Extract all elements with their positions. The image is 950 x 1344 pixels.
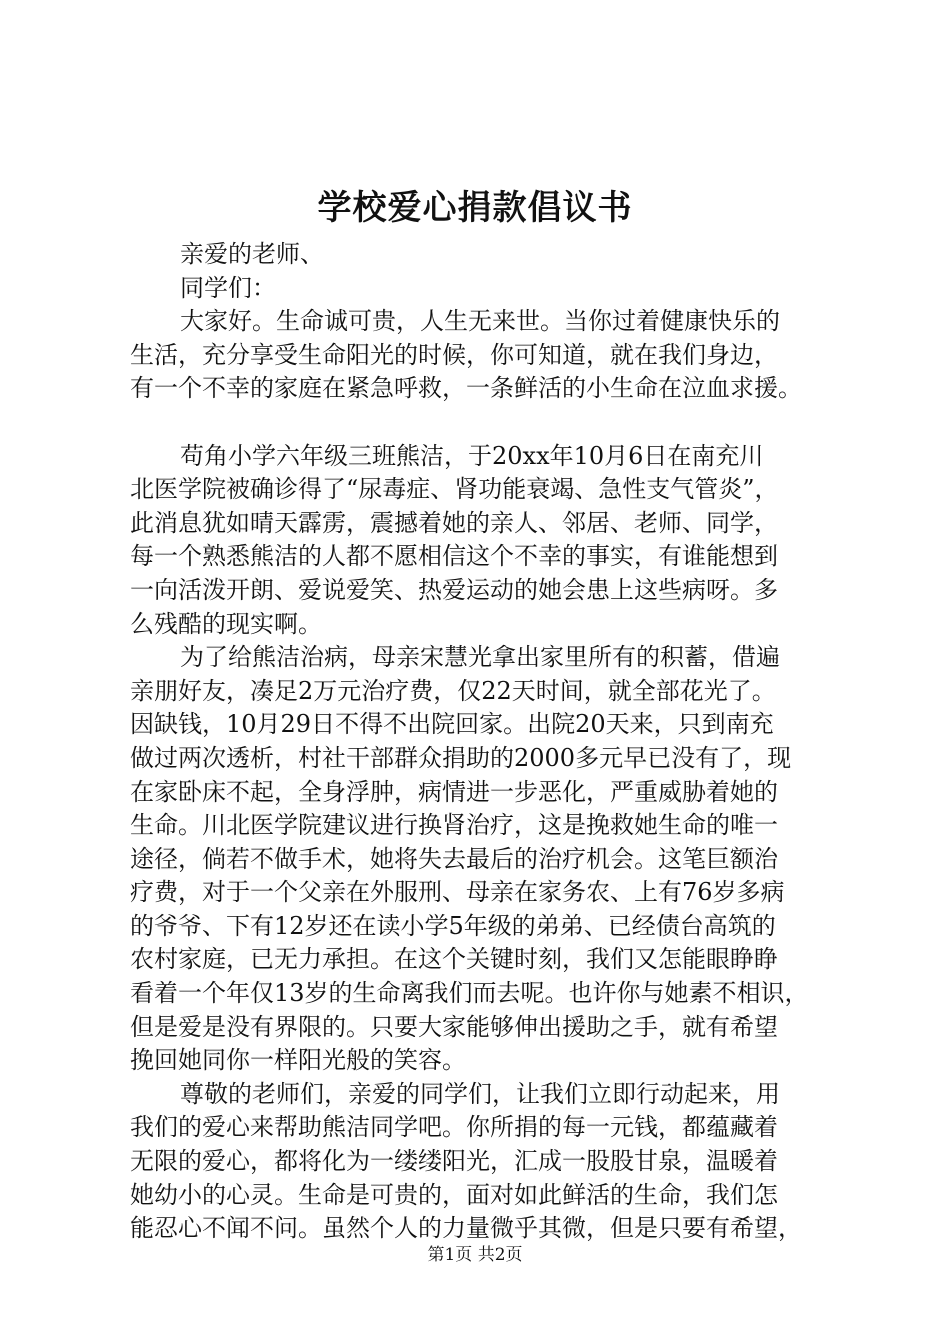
paragraph-line: 北医学院被确诊得了“尿毒症、肾功能衰竭、急性支气管炎”，	[130, 475, 779, 504]
paragraph-line: 为了给熊洁治病，母亲宋慧光拿出家里所有的积蓄，借遍	[180, 643, 780, 672]
paragraph-line: 苟角小学六年级三班熊洁，于20xx年10月6日在南充川	[180, 441, 764, 470]
paragraph-line: 此消息犹如晴天霹雳，震撼着她的亲人、邻居、老师、同学，	[130, 508, 778, 537]
paragraph	[130, 641, 830, 1078]
blank-line	[130, 406, 830, 440]
paragraph	[130, 440, 830, 642]
paragraph-line: 看着一个年仅13岁的生命离我们而去呢。也许你与她素不相识，	[130, 979, 809, 1008]
paragraph-line: 每一个熟悉熊洁的人都不愿相信这个不幸的事实，有谁能想到	[130, 542, 778, 571]
document-body	[130, 238, 830, 1246]
paragraph-line: 因缺钱，10月29日不得不出院回家。出院20天来，只到南充	[130, 710, 774, 739]
paragraph-line: 农村家庭，已无力承担。在这个关键时刻，我们又怎能眼睁睁	[130, 945, 778, 974]
salutation-line: 亲爱的老师、	[180, 240, 324, 268]
paragraph-line: 大家好。生命诚可贵，人生无来世。当你过着健康快乐的	[180, 307, 780, 336]
paragraph-line: 有一个不幸的家庭在紧急呼救，一条鲜活的小生命在泣血求援。	[130, 374, 802, 403]
paragraph-line: 能忍心不闻不问。虽然个人的力量微乎其微，但是只要有希望，	[130, 1214, 802, 1243]
paragraph-line: 亲朋好友，凑足2万元治疗费，仅22天时间，就全部花光了。	[130, 676, 776, 705]
paragraph-line: 生活，充分享受生命阳光的时候，你可知道，就在我们身边，	[130, 340, 778, 369]
paragraph-line: 无限的爱心，都将化为一缕缕阳光，汇成一股股甘泉，温暖着	[130, 1147, 778, 1176]
paragraph-line: 我们的爱心来帮助熊洁同学吧。你所捐的每一元钱，都蕴藏着	[130, 1113, 778, 1142]
paragraph	[130, 305, 830, 406]
paragraph	[130, 1078, 830, 1246]
paragraph-line: 挽回她同你一样阳光般的笑容。	[130, 1046, 466, 1075]
salutation-line: 同学们：	[180, 273, 276, 302]
paragraph-line: 途径，倘若不做手术，她将失去最后的治疗机会。这笔巨额治	[130, 844, 778, 873]
paragraph-line: 她幼小的心灵。生命是可贵的，面对如此鲜活的生命，我们怎	[130, 1180, 778, 1209]
paragraph-line: 在家卧床不起，全身浮肿，病情进一步恶化，严重威胁着她的	[130, 777, 778, 806]
paragraph-line: 一向活泼开朗、爱说爱笑、热爱运动的她会患上这些病呀。多	[130, 575, 778, 604]
document-title: 学校爱心捐款倡议书	[317, 188, 633, 228]
page-number-footer: 第1页 共2页	[427, 1245, 523, 1265]
paragraph-line: 么残酷的现实啊。	[130, 609, 322, 638]
paragraph-line: 做过两次透析，村社干部群众捐助的2000多元早已没有了，现	[130, 743, 792, 772]
paragraph-line: 生命。川北医学院建议进行换肾治疗，这是挽救她生命的唯一	[130, 811, 778, 840]
paragraph-line: 但是爱是没有界限的。只要大家能够伸出援助之手，就有希望	[130, 1012, 778, 1041]
paragraph-line: 尊敬的老师们，亲爱的同学们，让我们立即行动起来，用	[180, 1079, 780, 1108]
paragraph-line: 的爷爷、下有12岁还在读小学5年级的弟弟、已经债台高筑的	[130, 911, 776, 940]
paragraph-line: 疗费，对于一个父亲在外服刑、母亲在家务农、上有76岁多病	[130, 878, 785, 907]
